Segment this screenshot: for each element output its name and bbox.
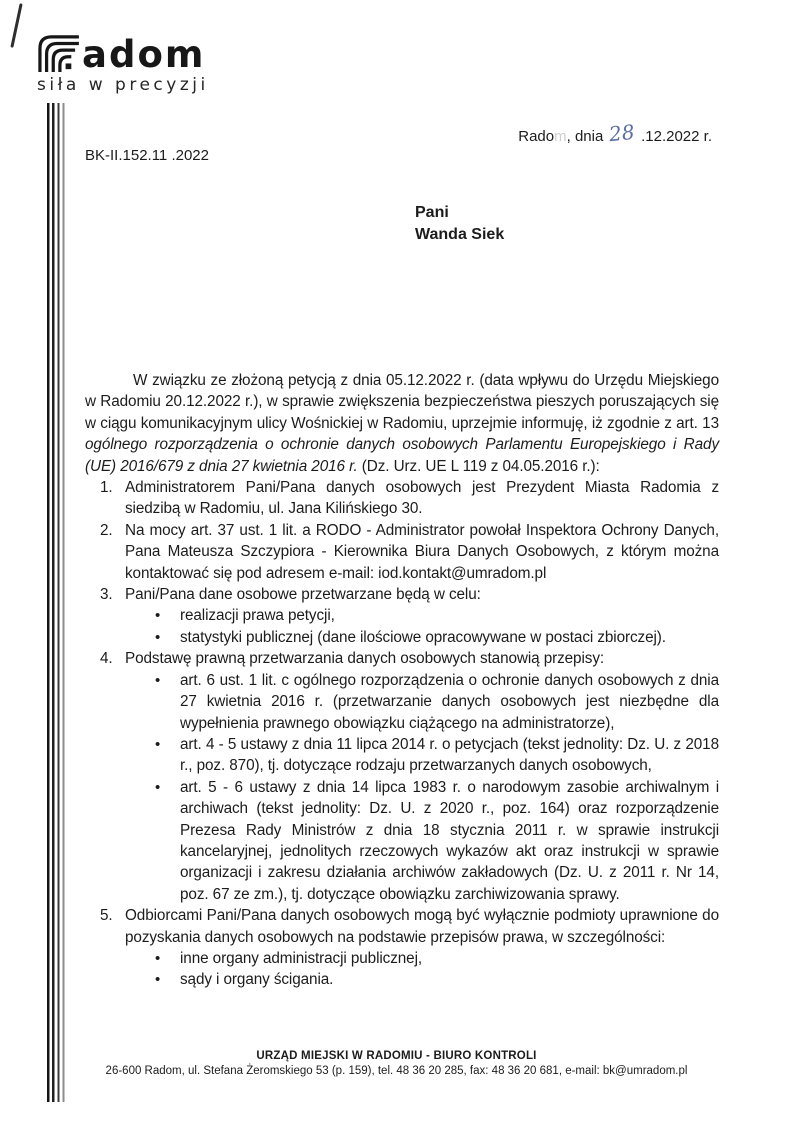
bullet-item (85, 777, 719, 905)
reference-number: BK-II.152.11 .2022 (85, 147, 209, 164)
addressee-name: Wanda Siek (415, 226, 505, 243)
handwritten-day: 28 (608, 119, 637, 147)
bullet-text: statystyki publicznej (dane ilościowe opracowywane w postaci zbiorczej). (180, 628, 666, 646)
list-item-1 (85, 477, 719, 520)
bullet-icon: • (155, 607, 161, 625)
logo-brand-row (37, 33, 209, 76)
list-item-text: Na mocy art. 37 ust. 1 lit. a RODO - Administrator powołał Inspektora Ochrony Danych, Pana Mateusza Szczypiora - Kierownika Biura Danych Osobowych, z którym można kontaktować się pod adresem e-mail: iod.kontakt@umradom.pl (125, 521, 719, 582)
intro-text-2: (Dz. Urz. UE L 119 z 04.05.2016 r.): (357, 457, 600, 475)
date-label: , dnia (566, 128, 608, 145)
bullet-text: inne organy administracji publicznej, (180, 949, 423, 967)
scan-binding-stripe-artifact (47, 103, 68, 1102)
list-number: 2. (100, 521, 113, 539)
logo-brand-text: adom (82, 33, 206, 76)
bullet-icon: • (155, 735, 161, 753)
list-number: 1. (100, 479, 113, 497)
date-line (518, 119, 712, 147)
bullet-text: art. 5 - 6 ustawy z dnia 14 lipca 1983 r. o narodowym zasobie archiwalnym i archiwach (tekst jednolity: Dz. U. z 2020 r., poz. 164) oraz rozporządzenie Prezesa Rady Ministrów z dnia 18 stycznia 2011 r. w sprawie instrukcji kancelaryjnej, jednolitych rzeczowych wykazów akt oraz instrukcji w sprawie organizacji i zakresu działania archiwów zakładowych (Dz. U. z 2011 r. Nr 14, poz. 67 ze zm.), tj. dotyczące obowiązku zarchiwizowania sprawy. (180, 778, 719, 903)
addressee-block (415, 202, 504, 246)
bullet-item (85, 969, 719, 990)
bullet-item (85, 734, 719, 777)
letter-body (85, 370, 719, 991)
list-item-text: Administratorem Pani/Pana danych osobowych jest Prezydent Miasta Radomia z siedzibą w Radomiu, ul. Jana Kilińskiego 30. (125, 479, 719, 518)
footer-address-line: 26-600 Radom, ul. Stefana Żeromskiego 53 (p. 159), tel. 48 36 20 285, fax: 48 36 20 681, e-mail: bk@umradom.pl (105, 1065, 688, 1077)
intro-paragraph (85, 370, 719, 477)
bullet-text: sądy i organy ścigania. (180, 971, 334, 989)
date-rest: .12.2022 r. (636, 128, 712, 145)
bullet-icon: • (155, 778, 161, 796)
bullet-item (85, 948, 719, 969)
list-item-3 (85, 584, 719, 605)
radom-logo (37, 34, 209, 95)
bullet-item (85, 670, 719, 734)
bullet-text: art. 4 - 5 ustawy z dnia 11 lipca 2014 r. o petycjach (tekst jednolity: Dz. U. z 2018 r., poz. 870), tj. dotyczące rodzaju przetwarzanych danych osobowych, (180, 735, 719, 775)
list-number: 4. (100, 650, 113, 668)
list-number: 5. (100, 907, 113, 925)
letter-footer (0, 1050, 793, 1077)
bullet-icon: • (155, 671, 161, 689)
list-item-text: Odbiorcami Pani/Pana danych osobowych mogą być wyłącznie podmioty uprawnione do pozyskania danych osobowych na podstawie przepisów prawa, w szczególności: (125, 907, 719, 946)
intro-text-1: W związku ze złożoną petycją z dnia 05.12.2022 r. (data wpływu do Urzędu Miejskiego w Radomiu 20.12.2022 r.), w sprawie zwiększenia bezpieczeństwa pieszych poruszających się w ciągu komunikacyjnym ulicy Wośnickiej w Radomiu, uprzejmie informuję, iż zgodnie z art. 13 (85, 372, 719, 432)
pen-slash-mark (10, 3, 22, 48)
list-item-2 (85, 520, 719, 584)
logo-tagline: siła w precyzji (37, 75, 209, 95)
date-city-faded-letter: m (554, 128, 567, 145)
bullet-item (85, 627, 719, 648)
bullet-icon: • (155, 628, 161, 646)
bullet-icon: • (155, 949, 161, 967)
radom-logo-r-arc-icon (37, 34, 79, 72)
addressee-title: Pani (415, 204, 449, 221)
bullet-icon: • (155, 971, 161, 989)
bullet-text: art. 6 ust. 1 lit. c ogólnego rozporządzenia o ochronie danych osobowych z dnia 27 kwietnia 2016 r. (przetwarzanie danych osobowych jest niezbędne dla wypełnienia prawnego obowiązku ciążącego na administratorze), (180, 671, 719, 732)
list-item-5 (85, 905, 719, 948)
footer-office-title: URZĄD MIEJSKI W RADOMIU - BIURO KONTROLI (256, 1050, 537, 1062)
list-item-text: Podstawę prawną przetwarzania danych osobowych stanowią przepisy: (125, 650, 605, 668)
list-item-text: Pani/Pana dane osobowe przetwarzane będą w celu: (125, 586, 481, 604)
bullet-text: realizacji prawa petycji, (180, 607, 335, 625)
list-number: 3. (100, 586, 113, 604)
bullet-item (85, 605, 719, 626)
intro-text-italic-law-title: ogólnego rozporządzenia o ochronie danych osobowych Parlamentu Europejskiego i Rady (UE) 2016/679 z dnia 27 kwietnia 2016 r. (85, 436, 719, 475)
list-item-4 (85, 648, 719, 669)
date-city: Rado (518, 128, 555, 145)
